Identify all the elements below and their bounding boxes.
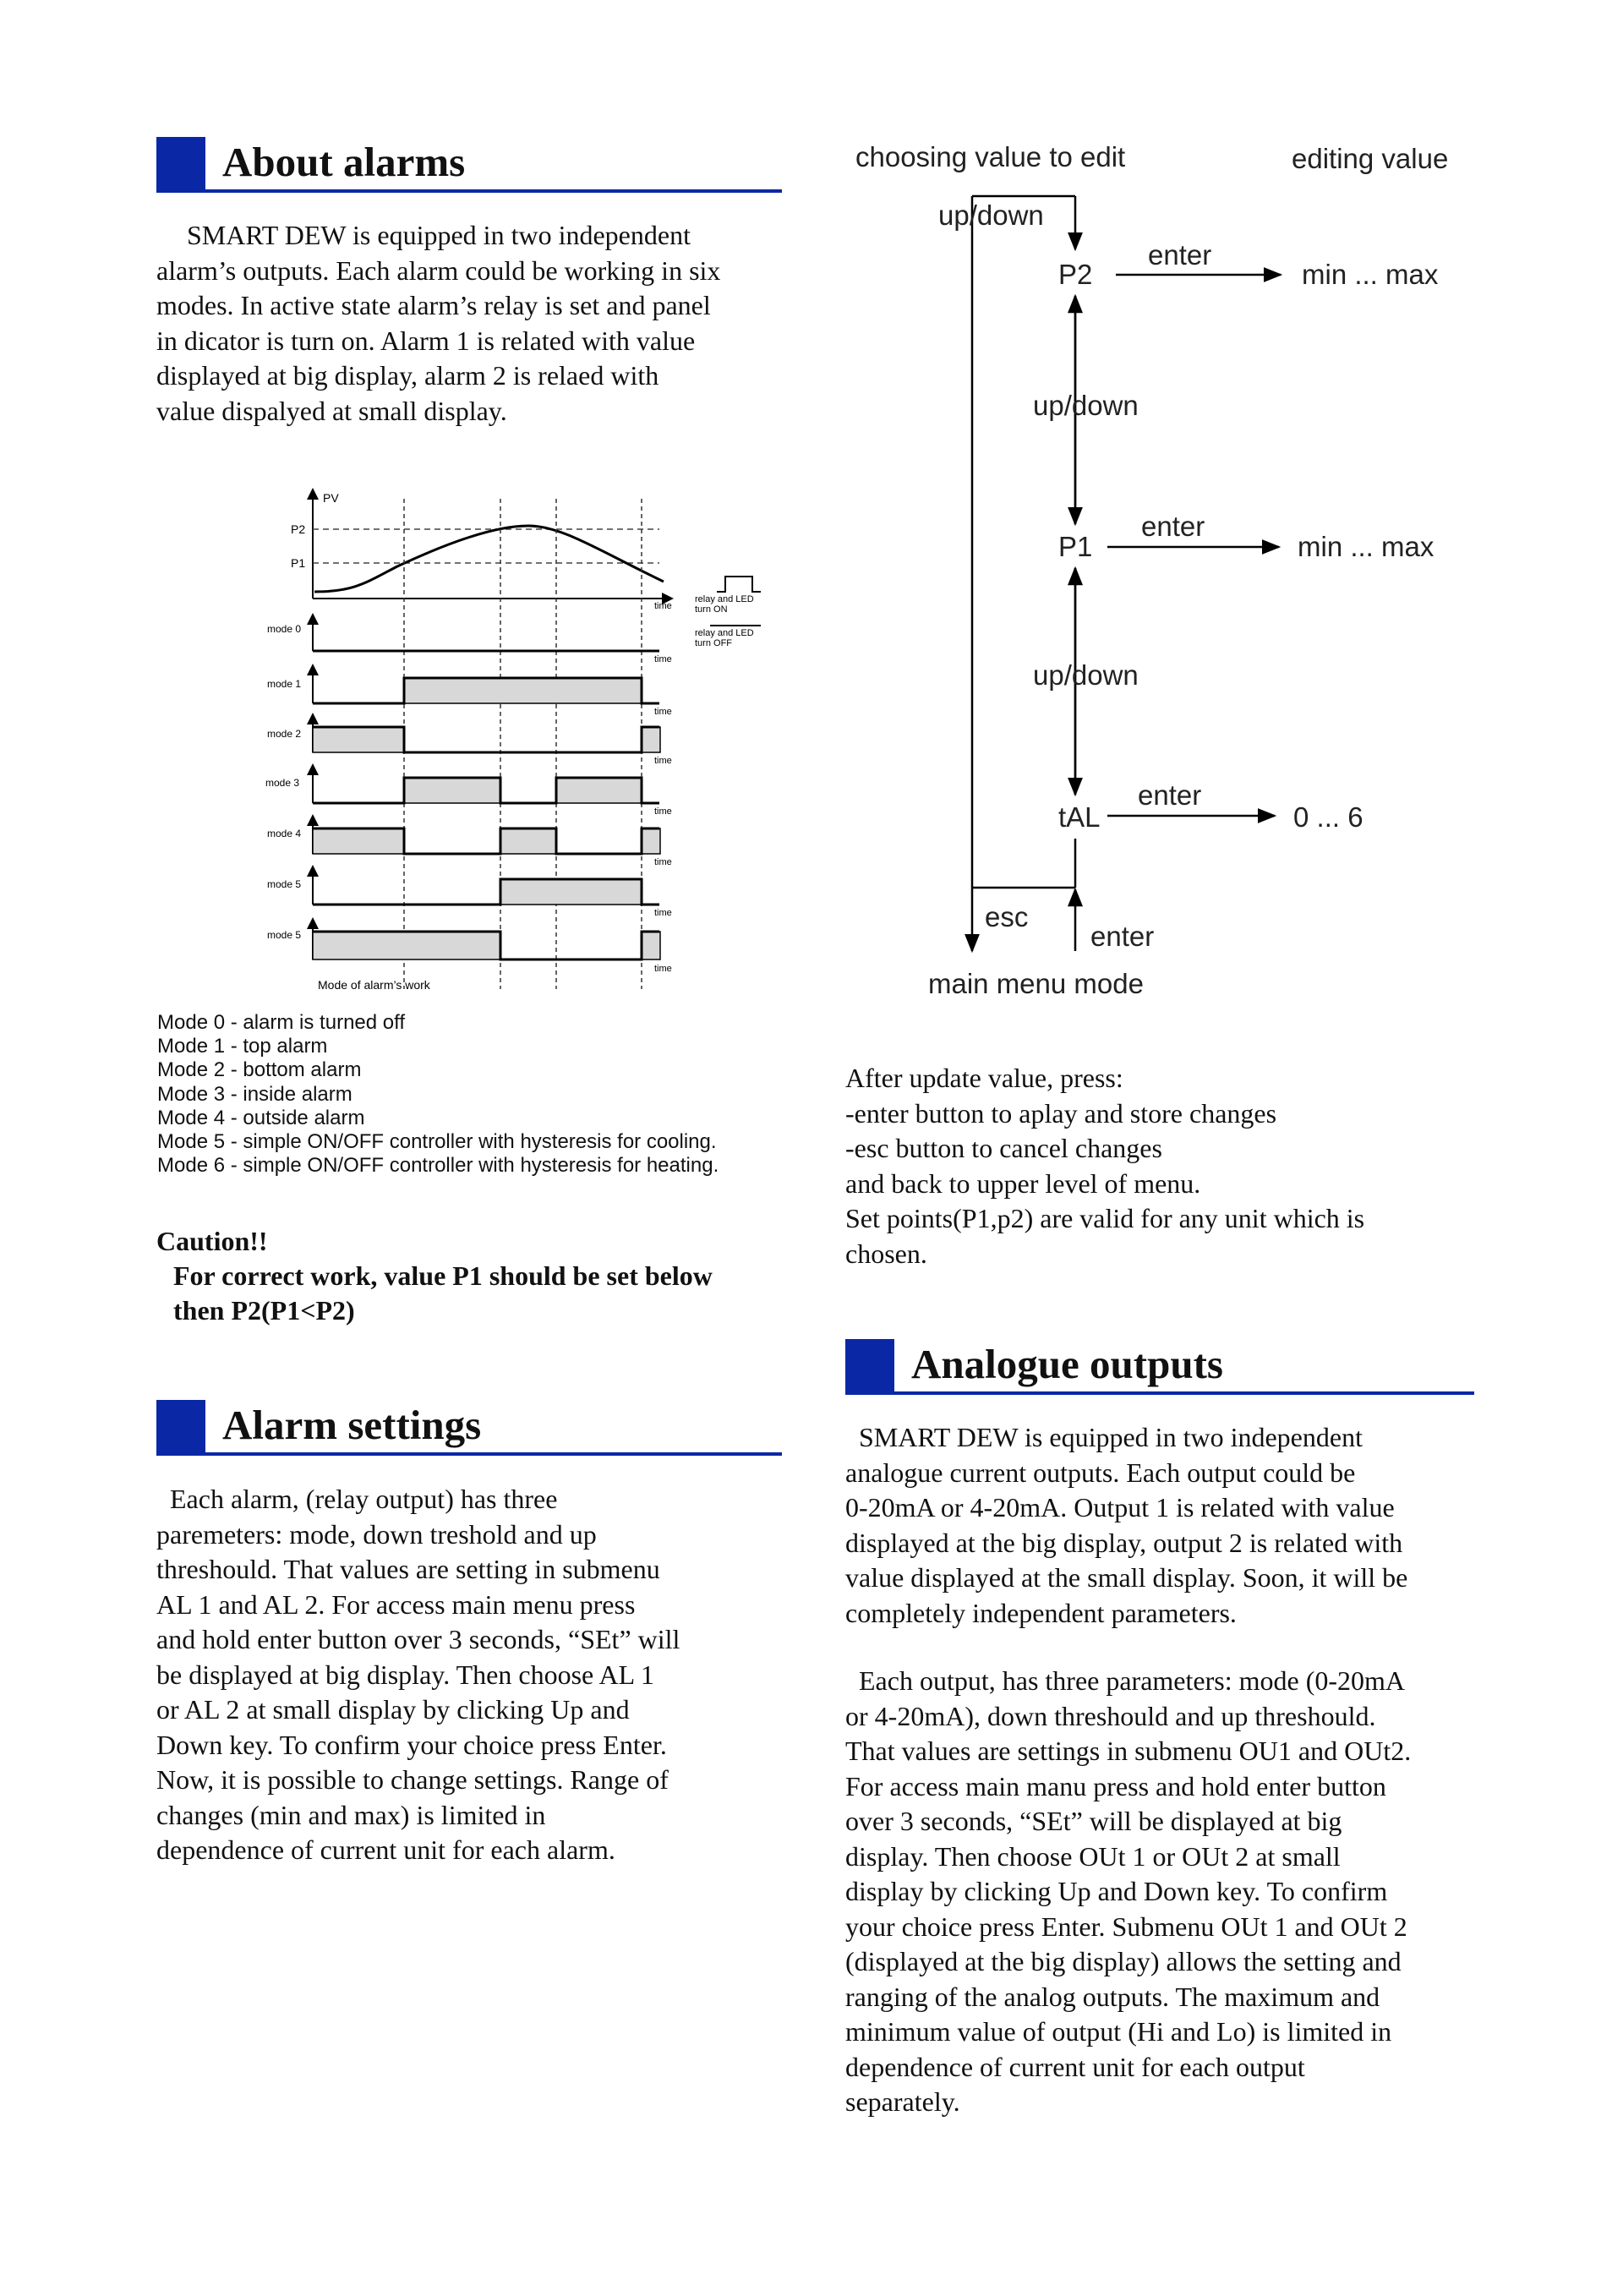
after-update-text [845,1061,1364,1271]
text-line: paremeters: mode, down treshold and up [156,1518,597,1550]
text-line: ranging of the analog outputs. The maximum and [845,1981,1380,2012]
section-heading-about-alarms [156,137,782,193]
text-line: over 3 seconds, “SEt” will be displayed at big [845,1806,1342,1836]
mode-row-label: mode 1 [267,678,302,690]
text-line: After update value, press: [845,1063,1123,1093]
caution-line: then P2(P1<P2) [173,1295,355,1326]
pv-label: PV [323,491,339,505]
text-line: Down key. To confirm your choice press Enter. [156,1729,667,1760]
heading-title: Alarm settings [222,1402,482,1448]
text-line: value dispalyed at small display. [156,395,507,426]
text-line: Now, it is possible to change settings. Range of [156,1764,669,1795]
modes-list [157,1011,719,1178]
flow-updown-3: up/down [1033,659,1139,691]
legend-off-text: turn OFF [695,638,733,648]
p2-label: P2 [291,522,306,536]
diagram-caption: Mode of alarm’s work [318,978,430,992]
mode-item: Mode 3 - inside alarm [157,1082,352,1106]
text-line: -enter button to aplay and store changes [845,1097,1277,1129]
mode-row-label: mode 2 [267,728,302,740]
text-line: value displayed at the small display. Soon, it will be [845,1562,1408,1593]
text-line: separately. [845,2086,960,2117]
flow-range-tal: 0 ... 6 [1293,801,1363,833]
flow-node-tal: tAL [1058,801,1101,833]
time-label: time [654,806,672,817]
flow-enter-main: enter [1090,921,1155,952]
legend-on-symbol [717,577,761,592]
time-label: time [654,601,672,611]
text-line: alarm’s outputs. Each alarm could be working in six [156,254,721,286]
flow-enter-p1: enter [1141,511,1205,542]
legend-off-text: relay and LED [695,628,754,638]
text-line: Set points(P1,p2) are valid for any unit which is [845,1203,1365,1233]
text-line: your choice press Enter. Submenu OUt 1 and OUt 2 [845,1911,1407,1942]
flow-node-p1: P1 [1058,531,1093,562]
heading-title: About alarms [222,139,466,185]
mode-item: Mode 5 - simple ON/OFF controller with hysteresis for cooling. [157,1130,717,1154]
caution-title: Caution!! [156,1226,268,1256]
text-line: SMART DEW is equipped in two independent [187,220,691,250]
time-label: time [654,857,672,867]
flow-updown-1: up/down [938,200,1044,231]
time-label: time [654,908,672,918]
text-line: modes. In active state alarm’s relay is set and panel [156,290,711,320]
text-line: dependence of current unit for each alarm. [156,1834,615,1865]
mode-row-label: mode 5 [267,929,302,941]
text-line: SMART DEW is equipped in two independent [845,1422,1363,1452]
mode-row-label: mode 3 [265,777,300,789]
text-line: threshould. That values are setting in submenu [156,1554,660,1584]
flow-range-p1: min ... max [1298,531,1434,562]
time-label: time [654,964,672,974]
text-line: or AL 2 at small display by clicking Up and [156,1694,630,1725]
heading-marker [845,1339,894,1391]
legend-on-text: relay and LED [695,594,754,604]
flow-updown-2: up/down [1033,390,1139,421]
heading-marker [156,137,205,189]
text-line: AL 1 and AL 2. For access main menu press [156,1588,636,1620]
text-line: Each output, has three parameters: mode (0-20mA [845,1665,1405,1696]
time-label: time [654,756,672,766]
flow-header-editing: editing value [1292,143,1449,174]
about-alarms-text [156,218,720,429]
text-line: displayed at the big display, output 2 is related with [845,1527,1403,1558]
alarm-timing-diagram [254,482,786,1006]
analogue-outputs-text-2 [845,1664,1411,2120]
text-line: be displayed at big display. Then choose AL 1 [156,1659,654,1690]
mode-item: Mode 0 - alarm is turned off [157,1011,406,1034]
flow-main-menu: main menu mode [928,968,1144,999]
caution-note [156,1224,713,1328]
flow-enter-p2: enter [1148,239,1212,271]
heading-marker [156,1400,205,1452]
text-line: analogue current outputs. Each output could be [845,1457,1356,1488]
mode-item: Mode 1 - top alarm [157,1035,328,1058]
mode-item: Mode 2 - bottom alarm [157,1058,362,1082]
text-line: 0-20mA or 4-20mA. Output 1 is related with value [845,1492,1395,1522]
text-line: For access main manu press and hold enter button [845,1770,1386,1801]
mode-row-label: mode 5 [267,878,302,890]
text-line: That values are settings in submenu OU1 and OUt2. [845,1736,1412,1766]
heading-underline [156,189,782,193]
time-label: time [654,654,672,664]
text-line: Each alarm, (relay output) has three [156,1484,558,1514]
text-line: -esc button to cancel changes [845,1133,1162,1163]
pv-curve [314,526,664,592]
mode-item: Mode 6 - simple ON/OFF controller with hysteresis for heating. [157,1154,719,1178]
text-line: chosen. [845,1238,927,1269]
mode-row-label: mode 4 [267,828,302,839]
flow-esc: esc [985,901,1029,932]
text-line: display. Then choose OUt 1 or OUt 2 at small [845,1840,1341,1872]
text-line: (displayed at the big display) allows the setting and [845,1946,1402,1976]
heading-title: Analogue outputs [911,1341,1223,1387]
flow-header-choosing: choosing value to edit [855,141,1126,172]
p1-label: P1 [291,556,306,570]
text-line: display by clicking Up and Down key. To confirm [845,1876,1388,1906]
heading-underline [156,1452,782,1456]
caution-line: For correct work, value P1 should be set below [173,1260,713,1291]
time-label: time [654,707,672,717]
menu-flow-diagram [845,127,1505,1023]
text-line: changes (min and max) is limited in [156,1799,546,1830]
text-line: or 4-20mA), down threshould and up threshould. [845,1700,1376,1731]
heading-underline [845,1391,1474,1395]
mode-item: Mode 4 - outside alarm [157,1106,365,1129]
text-line: dependence of current unit for each output [845,2051,1305,2082]
text-line: displayed at big display, alarm 2 is relaed with [156,360,659,391]
flow-enter-tal: enter [1138,779,1202,811]
text-line: completely independent parameters. [845,1597,1237,1628]
section-heading-analogue-outputs [845,1339,1474,1395]
mode-row-label: mode 0 [267,623,302,635]
text-line: and hold enter button over 3 seconds, “SEt” will [156,1624,680,1654]
legend-on-text: turn ON [695,604,728,615]
flow-range-p2: min ... max [1302,259,1439,290]
text-line: minimum value of output (Hi and Lo) is limited in [845,2016,1392,2047]
analogue-outputs-text-1 [845,1420,1407,1631]
alarm-settings-text [156,1482,680,1868]
flow-node-p2: P2 [1058,259,1093,290]
text-line: and back to upper level of menu. [845,1167,1201,1199]
text-line: in dicator is turn on. Alarm 1 is related with value [156,325,696,356]
